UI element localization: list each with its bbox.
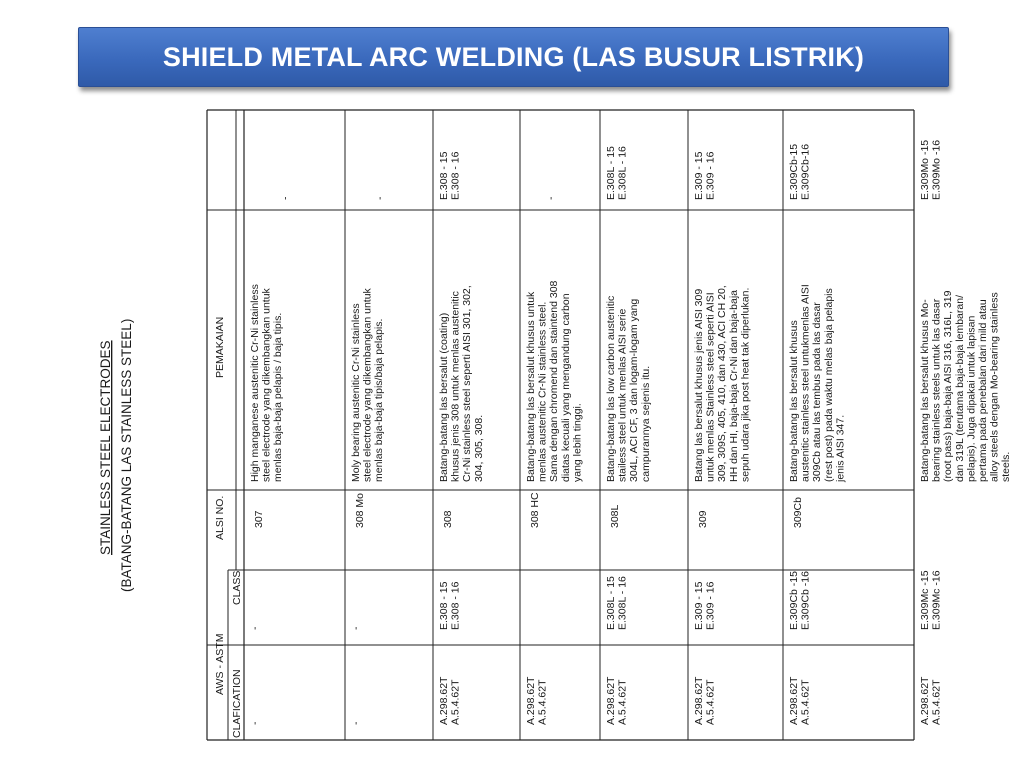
row-7-pemakaian: austenitic stainless steel untukmenlas AISI <box>799 284 812 482</box>
row-1-pemakaian: steel electrode yang dikembangkan untuk <box>260 288 273 482</box>
row-3-clafication: A.5.4.62T <box>449 679 462 725</box>
slide-title: SHIELD METAL ARC WELDING (LAS BUSUR LISTRIK) <box>162 41 865 72</box>
row-8-pemakaian: steels. <box>1000 451 1013 482</box>
row-5-electrode: E.308L - 15 <box>605 146 617 200</box>
row-6-pemakaian: sepuh udara jika post heat tak diperlukan. <box>739 287 752 482</box>
row-3-electrode: E.308 - 16 <box>449 151 462 200</box>
row-5-pemakaian: Batang-batang las low carbon austenitic <box>605 295 617 482</box>
row-7-pemakaian: (rest post) pada waktu melas baja pelapis <box>822 288 835 482</box>
row-3-class: E.308 - 15 <box>438 581 450 630</box>
row-5-clafication: A.298.62T <box>605 676 617 725</box>
row-8-electrode: E.309Mo -15 <box>919 139 931 200</box>
row-3-pemakaian: Batang-batang las bersalut (coating) <box>438 312 450 482</box>
row-8-pemakaian: Batang-batang las bersalut khusus Mo- <box>919 299 931 482</box>
row-4-clafication: A.298.62T <box>525 676 537 725</box>
row-4-clafication: A.5.4.62T <box>536 679 549 725</box>
row-8-pemakaian: (root pass) baja-baja AISI 316, 316L, 319 <box>942 290 955 482</box>
row-7-class: E.309Cb -15 <box>788 571 800 630</box>
header-class: CLASS <box>231 570 243 605</box>
row-6-class: E.309 - 16 <box>704 581 717 630</box>
row-6-clafication: A.5.4.62T <box>704 679 717 725</box>
row-5-pemakaian: campurannya sejenis itu. <box>639 365 652 482</box>
header-clafication: CLAFICATION <box>231 669 243 738</box>
row-7-pemakaian: 309Cb atau las tembus pada las dasar <box>811 302 824 482</box>
row-7-pemakaian: jenis AISI 347. <box>834 414 847 482</box>
row-6-pemakaian: Batang las bersalut khusus jenis AISI 309 <box>693 288 705 482</box>
row-6-class: E.309 - 15 <box>693 581 705 630</box>
row-7-class: E.309Cb -16 <box>799 571 812 630</box>
row-4-pemakaian: diatas kecuali yang mengandung carbon <box>559 293 572 482</box>
row-4-aisi: 308 HC <box>529 492 541 528</box>
row-5-aisi: 308L <box>609 504 621 528</box>
row-7-aisi: 309Cb <box>792 497 804 528</box>
row-4-electrode: - <box>545 196 557 200</box>
row-8-class: E.309Mc -16 <box>930 570 943 630</box>
document-subheading: (BATANG-BATANG LAS STAINLESS STEEL) <box>119 318 134 592</box>
row-7-pemakaian: Batang-batang las bersalut khusus <box>788 320 800 482</box>
row-1-aisi: 307 <box>253 510 265 528</box>
row-8-clafication: A.298.62T <box>919 676 931 725</box>
row-2-clafication: - <box>350 721 362 725</box>
row-2-aisi: 308 Mo <box>354 492 366 528</box>
row-1-pemakaian: High manganese austenitic Cr-Ni stainless <box>249 284 261 482</box>
header-pemakaian: PEMAKAIAN <box>214 316 226 378</box>
row-5-class: E.308L - 16 <box>616 576 629 630</box>
row-6-pemakaian: HH dan HI, baja-baja Cr-Ni dan baja-baja <box>727 289 740 482</box>
row-6-electrode: E.309 - 16 <box>704 151 717 200</box>
row-1-class: - <box>249 626 261 630</box>
row-8-clafication: A.5.4.62T <box>930 679 943 725</box>
row-3-pemakaian: 304, 305, 308. <box>472 414 485 482</box>
row-2-pemakaian: Moly bearing austenitic Cr-Ni stainless <box>350 303 362 482</box>
row-8-pemakaian: bearing stainless steels untuk las dasar <box>930 298 943 482</box>
row-4-pemakaian: menlas austenitic Cr-Ni stainless steel. <box>536 301 549 482</box>
header-aws-astm: AWS - ASTM <box>214 633 226 695</box>
row-5-clafication: A.5.4.62T <box>616 679 629 725</box>
row-8-pemakaian: pelapis). Juga dipakai untuk lapisan <box>965 315 978 482</box>
row-7-electrode: E.309Cb-16 <box>799 143 812 200</box>
row-4-pemakaian: yang lebih tinggi. <box>571 403 584 482</box>
row-3-clafication: A.298.62T <box>438 676 450 725</box>
row-2-electrode: - <box>374 196 386 200</box>
row-8-electrode: E.309Mo -16 <box>930 139 943 200</box>
row-4-pemakaian: Batang-batang las bersalut khusus untuk <box>525 291 537 482</box>
header-aisi: ALSI NO. <box>214 495 226 540</box>
row-7-electrode: E.309Cb-15 <box>788 143 800 200</box>
row-3-electrode: E.308 - 15 <box>438 151 450 200</box>
row-5-electrode: E.308L - 16 <box>616 146 629 200</box>
table-content <box>214 140 1012 738</box>
row-4-pemakaian: Sama dengan chromend dan staintend 308 <box>548 280 561 482</box>
row-5-pemakaian: 304L, ACI CF, 3 dan logam-logam yang <box>628 298 641 482</box>
row-6-pemakaian: untuk menlas Stainless steel seperti AISI <box>704 292 717 482</box>
row-8-pemakaian: alloy steels dengan Mo-bearing stainless <box>988 292 1001 482</box>
row-6-clafication: A.298.62T <box>693 676 705 725</box>
row-7-clafication: A.298.62T <box>788 676 800 725</box>
row-8-class: E.309Mc -15 <box>919 570 931 630</box>
row-6-aisi: 309 <box>697 510 709 528</box>
row-3-aisi: 308 <box>442 510 454 528</box>
row-6-electrode: E.309 - 15 <box>693 151 705 200</box>
row-1-pemakaian: menlas baja-baja pelapis / baja tipis. <box>272 312 285 482</box>
row-1-electrode: - <box>279 196 292 200</box>
row-2-pemakaian: steel electrode yang dikembangkan untuk <box>361 288 374 482</box>
row-6-pemakaian: 309, 309S, 405, 410, dan 430, ACI CH 20, <box>716 285 729 482</box>
row-2-class: - <box>350 626 362 630</box>
row-1-clafication: - <box>249 721 261 725</box>
row-5-pemakaian: stailess steel untuk menlas AISI serie <box>616 308 629 482</box>
row-8-pemakaian: pertama pada penebalan dari mild atau <box>977 299 989 482</box>
row-8-pemakaian: dan 319L (terutama baja-baja lembaran/ <box>953 295 966 482</box>
row-5-class: E.308L - 15 <box>605 576 617 630</box>
row-3-class: E.308 - 16 <box>449 581 462 630</box>
row-3-pemakaian: Cr-Ni stainless steel seperti AISI 301, 302, <box>461 285 474 482</box>
document-heading: STAINLESS STEEL ELECTRODES <box>98 340 113 555</box>
row-3-pemakaian: khusus jenis 308 untuk menlas austenitic <box>449 291 462 482</box>
row-7-clafication: A.5.4.62T <box>799 679 812 725</box>
row-2-pemakaian: menlas baja-baja tipis/baja pelapis. <box>373 318 386 482</box>
